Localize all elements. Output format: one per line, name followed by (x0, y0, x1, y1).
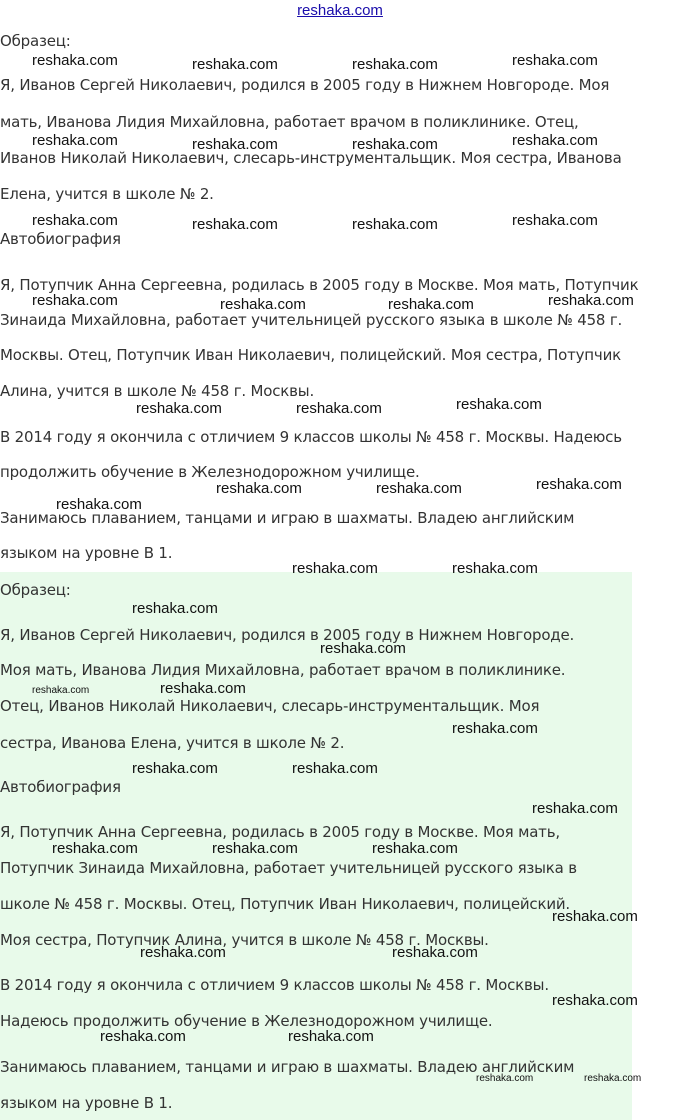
watermark: reshaka.com (552, 992, 638, 1009)
autobiography-line: Алина, учится в школе № 458 г. Москвы. (0, 382, 315, 400)
autobiography-line: Зинаида Михайловна, работает учительницей русского языка в школе № 458 г. (0, 311, 623, 329)
autobiography-heading: Автобиография (0, 230, 121, 248)
watermark: reshaka.com (372, 840, 458, 857)
watermark: reshaka.com (352, 216, 438, 233)
watermark: reshaka.com (288, 1028, 374, 1045)
watermark: reshaka.com (220, 296, 306, 313)
watermark: reshaka.com (296, 400, 382, 417)
watermark: reshaka.com (52, 840, 138, 857)
watermark: reshaka.com (388, 296, 474, 313)
sample-line: мать, Иванова Лидия Михайловна, работает врачом в поликлинике. Отец, (0, 113, 579, 131)
watermark: reshaka.com (132, 760, 218, 777)
watermark: reshaka.com (548, 292, 634, 309)
watermark: reshaka.com (584, 1073, 642, 1084)
autobiography-line: Моя сестра, Потупчик Алина, учится в школе № 458 г. Москвы. (0, 931, 489, 949)
watermark: reshaka.com (32, 212, 118, 229)
autobiography-line: продолжить обучение в Железнодорожном училище. (0, 463, 420, 481)
watermark: reshaka.com (392, 944, 478, 961)
watermark: reshaka.com (292, 760, 378, 777)
autobiography-line: В 2014 году я окончила с отличием 9 классов школы № 458 г. Москвы. (0, 976, 549, 994)
autobiography-line: В 2014 году я окончила с отличием 9 классов школы № 458 г. Москвы. Надеюсь (0, 428, 622, 446)
watermark: reshaka.com (456, 396, 542, 413)
watermark: reshaka.com (532, 800, 618, 817)
sample-line: Отец, Иванов Николай Николаевич, слесарь-инструментальщик. Моя (0, 697, 540, 715)
watermark: reshaka.com (160, 680, 246, 697)
watermark: reshaka.com (212, 840, 298, 857)
autobiography-line: Москвы. Отец, Потупчик Иван Николаевич, полицейский. Моя сестра, Потупчик (0, 346, 621, 364)
sample-label: Образец: (0, 32, 71, 50)
watermark: reshaka.com (32, 292, 118, 309)
autobiography-heading: Автобиография (0, 778, 121, 796)
watermark: reshaka.com (192, 136, 278, 153)
watermark: reshaka.com (32, 132, 118, 149)
autobiography-line: Я, Потупчик Анна Сергеевна, родилась в 2005 году в Москве. Моя мать, Потупчик (0, 276, 639, 294)
site-header-link[interactable]: reshaka.com (297, 2, 383, 19)
sample-line: Я, Иванов Сергей Николаевич, родился в 2005 году в Нижнем Новгороде. Моя (0, 76, 610, 94)
watermark: reshaka.com (192, 216, 278, 233)
watermark: reshaka.com (216, 480, 302, 497)
watermark: reshaka.com (512, 52, 598, 69)
watermark: reshaka.com (512, 132, 598, 149)
sample-line: сестра, Иванова Елена, учится в школе № 2. (0, 734, 345, 752)
watermark: reshaka.com (32, 685, 90, 696)
watermark: reshaka.com (136, 400, 222, 417)
watermark: reshaka.com (352, 56, 438, 73)
watermark: reshaka.com (452, 560, 538, 577)
sample-line: Иванов Николай Николаевич, слесарь-инструментальщик. Моя сестра, Иванова (0, 149, 622, 167)
autobiography-line: Занимаюсь плаванием, танцами и играю в шахматы. Владею английским (0, 509, 575, 527)
watermark: reshaka.com (192, 56, 278, 73)
autobiography-line: школе № 458 г. Москвы. Отец, Потупчик Иван Николаевич, полицейский. (0, 895, 570, 913)
autobiography-line: языком на уровне В 1. (0, 1094, 173, 1112)
watermark: reshaka.com (132, 600, 218, 617)
watermark: reshaka.com (140, 944, 226, 961)
autobiography-line: Я, Потупчик Анна Сергеевна, родилась в 2005 году в Москве. Моя мать, (0, 823, 560, 841)
autobiography-line: Занимаюсь плаванием, танцами и играю в шахматы. Владею английским (0, 1058, 575, 1076)
watermark: reshaka.com (452, 720, 538, 737)
autobiography-line: Надеюсь продолжить обучение в Железнодорожном училище. (0, 1012, 493, 1030)
watermark: reshaka.com (56, 496, 142, 513)
sample-label: Образец: (0, 581, 71, 599)
sample-line: Я, Иванов Сергей Николаевич, родился в 2005 году в Нижнем Новгороде. (0, 626, 575, 644)
sample-line: Елена, учится в школе № 2. (0, 185, 214, 203)
watermark: reshaka.com (320, 640, 406, 657)
watermark: reshaka.com (512, 212, 598, 229)
watermark: reshaka.com (100, 1028, 186, 1045)
watermark: reshaka.com (536, 476, 622, 493)
watermark: reshaka.com (376, 480, 462, 497)
watermark: reshaka.com (476, 1073, 534, 1084)
sample-line: Моя мать, Иванова Лидия Михайловна, работает врачом в поликлинике. (0, 661, 566, 679)
watermark: reshaka.com (292, 560, 378, 577)
watermark: reshaka.com (352, 136, 438, 153)
watermark: reshaka.com (552, 908, 638, 925)
autobiography-line: языком на уровне В 1. (0, 544, 173, 562)
autobiography-line: Потупчик Зинаида Михайловна, работает учительницей русского языка в (0, 859, 577, 877)
watermark: reshaka.com (32, 52, 118, 69)
